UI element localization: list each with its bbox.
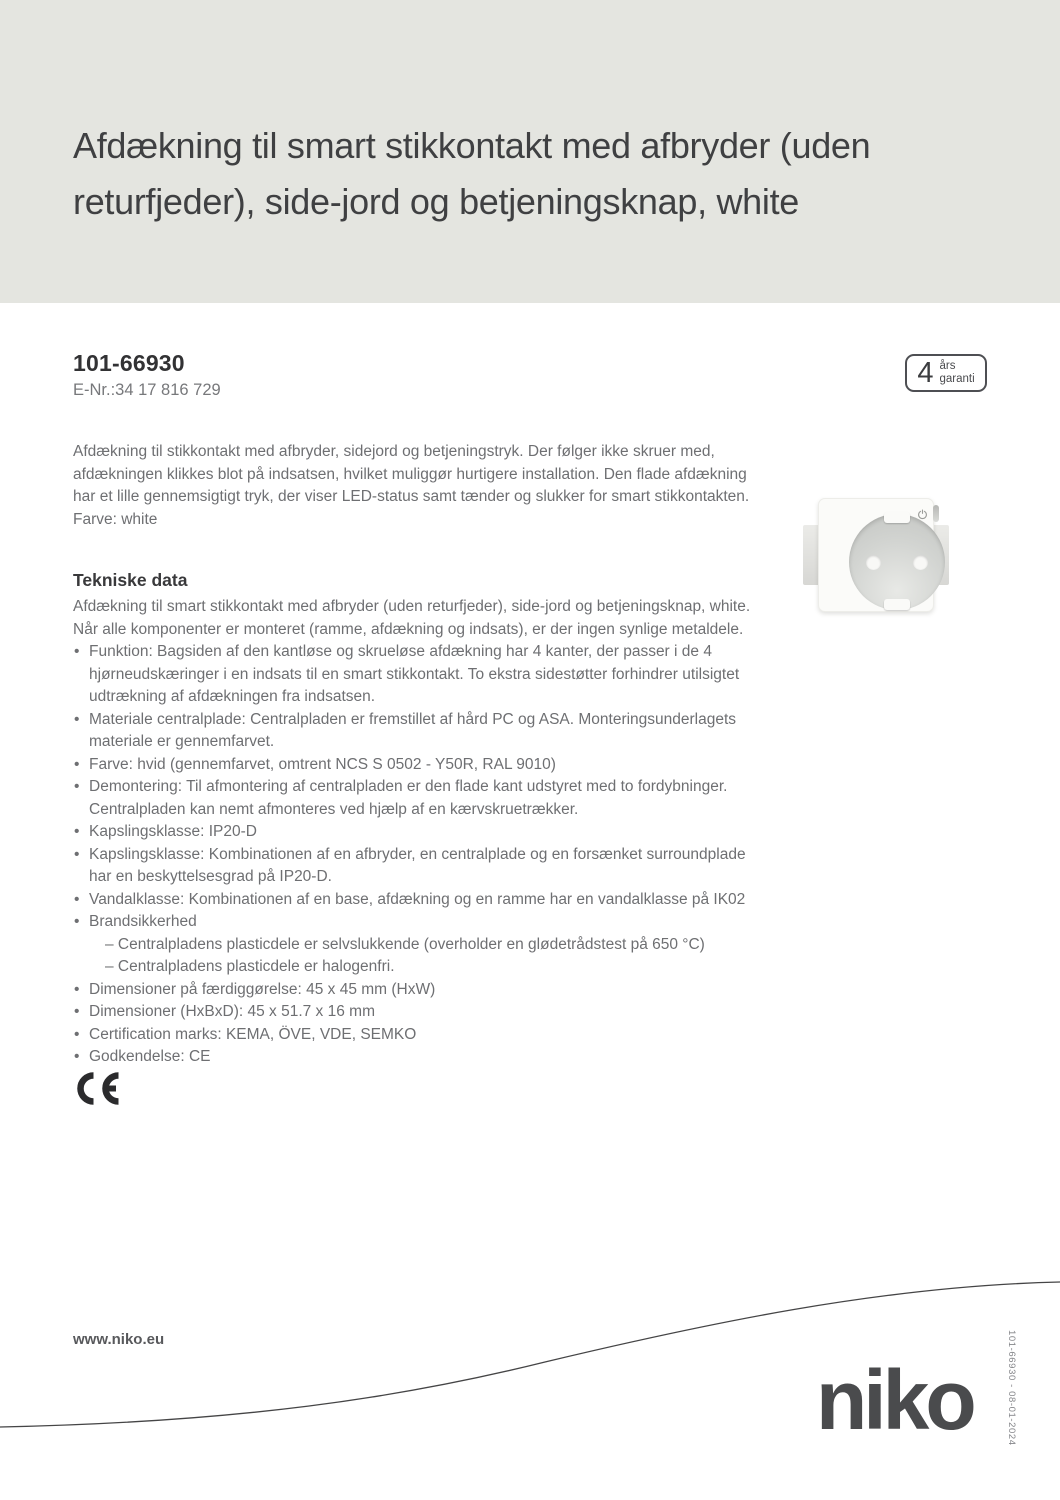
tech-data-block: [73, 596, 763, 1069]
warranty-years: 4: [917, 356, 934, 389]
tech-bullet: • Materiale centralplade: Centralpladen er fremstillet af hård PC og ASA. Monteringsunderlagets materiale er gennemfarvet.: [73, 709, 763, 754]
warranty-label-line2: garanti: [939, 373, 975, 385]
tech-bullets: [73, 641, 763, 1069]
tech-data-heading: Tekniske data: [73, 570, 188, 590]
e-number: E-Nr.:34 17 816 729: [73, 381, 221, 399]
socket-pin-hole-right: [913, 555, 928, 570]
tech-sub-item: – Centralpladens plasticdele er selvslukkende (overholder en glødetrådstest på 650 °C): [105, 935, 705, 953]
tech-bullet: • Kapslingsklasse: Kombinationen af en afbryder, en centralplade og en forsænket surroundplade har en beskyttelsesgrad på IP20-D.: [73, 844, 763, 889]
ce-mark-icon: [71, 1071, 121, 1106]
doc-reference-vertical: 101-66930 - 08-01-2024: [1006, 1330, 1017, 1446]
product-description: Afdækning til stikkontakt med afbryder, sidejord og betjeningstryk. Der følger ikke skruer med, afdækningen klikkes blot på indsatsen, hvilket muliggør hurtigere installation. Den flade afdækning har et lille gennemsigtigt tryk, der viser LED-status samt tænder og slukker for smart stikkontakten.: [73, 443, 750, 505]
website-link[interactable]: www.niko.eu: [73, 1331, 165, 1348]
color-line: Farve: white: [73, 510, 158, 528]
tech-bullet: • Certification marks: KEMA, ÖVE, VDE, SEMKO: [73, 1024, 763, 1047]
warranty-badge: [905, 354, 987, 392]
socket-recess: [849, 514, 945, 610]
tech-bullet: • Dimensioner (HxBxD): 45 x 51.7 x 16 mm: [73, 1001, 763, 1024]
tech-bullet: • Demontering: Til afmontering af centralpladen er den flade kant udstyret med to fordybninger. Centralpladen kan nemt afmonteres ved hjælp af en kærvskruetrækker.: [73, 776, 763, 821]
tech-sub-item: – Centralpladens plasticdele er halogenfri.: [105, 958, 395, 975]
header-band: [0, 0, 1060, 303]
tech-bullet: • Kapslingsklasse: IP20-D: [73, 821, 763, 844]
tech-intro: Afdækning til smart stikkontakt med afbryder (uden returfjeder), side-jord og betjeningsknap, white. Når alle komponenter er monteret (ramme, afdækning og indsats), er der ingen synlige metaldele.: [73, 598, 751, 638]
socket-pin-hole-left: [866, 555, 881, 570]
niko-logo: niko: [816, 1353, 973, 1447]
warranty-label-line1: års: [939, 360, 956, 372]
tech-bullet: • Godkendelse: CE: [73, 1046, 763, 1069]
tech-bullet: • Vandalklasse: Kombinationen af en base, afdækning og en ramme har en vandalklasse på IK02: [73, 889, 763, 912]
tech-bullet: • Brandsikkerhed – Centralpladens plasticdele er selvslukkende (overholder en glødetrådstest på 650 °C) – Centralpladens plasticdele er halogenfri.: [73, 911, 763, 979]
tech-bullet: • Farve: hvid (gennemfarvet, omtrent NCS S 0502 - Y50R, RAL 9010): [73, 754, 763, 777]
led-indicator-slot: [933, 505, 939, 522]
tech-bullet: • Dimensioner på færdiggørelse: 45 x 45 mm (HxW): [73, 979, 763, 1002]
socket-cover-plate: [818, 498, 934, 612]
tech-bullet: • Funktion: Bagsiden af den kantløse og skrueløse afdækning har 4 kanter, der passer i de 4 hjørneudskæringer i en indsats til en smart stikkontakt. To ekstra sidestøtter forhindrer utilsigtet udtrækning af afdækningen fra indsatsen.: [73, 641, 763, 709]
socket-earth-clip-bottom: [884, 599, 910, 610]
page-title: Afdækning til smart stikkontakt med afbryder (uden returfjeder), side-jord og betjeningsknap, white: [73, 125, 871, 222]
socket-earth-clip-top: [884, 512, 910, 523]
product-description-block: [73, 441, 763, 531]
product-code: 101-66930: [73, 350, 185, 376]
product-image-socket-cover: [798, 492, 954, 620]
warranty-label: [939, 360, 974, 386]
power-icon: [917, 509, 928, 520]
